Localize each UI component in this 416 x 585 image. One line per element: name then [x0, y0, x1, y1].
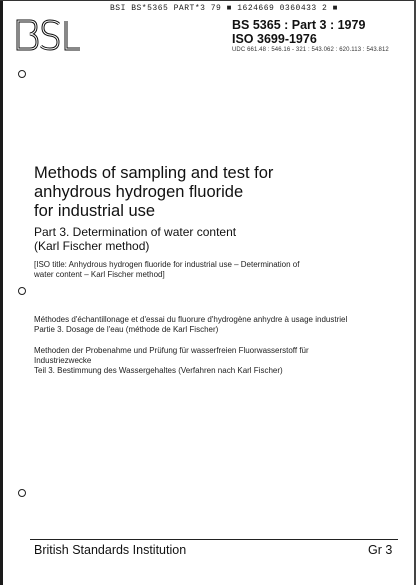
udc-classification: UDC 661.48 : 546.16 - 321 : 543.062 : 620.113 : 543.812	[232, 47, 389, 53]
german-title	[34, 346, 406, 376]
publisher-name: British Standards Institution	[34, 543, 187, 557]
french-title-line: Partie 3. Dosage de l'eau (méthode de Karl Fischer)	[34, 325, 219, 334]
german-title-line: Industriezwecke	[34, 356, 92, 365]
bsi-logo	[14, 18, 94, 52]
iso-title	[34, 260, 406, 280]
scan-edge-left	[0, 0, 3, 585]
title-line: for industrial use	[34, 202, 156, 220]
header-strip-code: BSI BS*5365 PART*3 79 ■ 1624669 0360433 2 ■	[110, 4, 338, 13]
iso-title-line: water content – Karl Fischer method]	[34, 270, 165, 279]
title-line: anhydrous hydrogen fluoride	[34, 183, 244, 201]
standard-identifiers	[232, 18, 365, 46]
title-line: Methods of sampling and test for	[34, 164, 274, 182]
french-title-line: Méthodes d'échantillonage et d'essai du fluorure d'hydrogène anhydre à usage industriel	[34, 315, 348, 324]
punch-hole-icon	[18, 287, 26, 295]
price-group: Gr 3	[368, 543, 393, 557]
scan-edge-top	[0, 0, 416, 1]
iso-number: ISO 3699-1976	[232, 32, 317, 46]
german-title-line: Methoden der Probenahme und Prüfung für wasserfreien Fluorwasserstoff für	[34, 346, 309, 355]
punch-hole-icon	[18, 489, 26, 497]
part-title	[34, 226, 394, 253]
part-line: Part 3. Determination of water content	[34, 225, 237, 239]
punch-hole-icon	[18, 70, 26, 78]
footer-divider	[30, 539, 398, 540]
french-title	[34, 315, 406, 335]
iso-title-line: [ISO title: Anhydrous hydrogen fluoride for industrial use – Determination of	[34, 260, 300, 269]
document-title	[34, 164, 394, 221]
german-title-line: Teil 3. Bestimmung des Wassergehaltes (Verfahren nach Karl Fischer)	[34, 366, 283, 375]
part-line: (Karl Fischer method)	[34, 238, 150, 253]
standard-number: BS 5365 : Part 3 : 1979	[232, 18, 366, 32]
